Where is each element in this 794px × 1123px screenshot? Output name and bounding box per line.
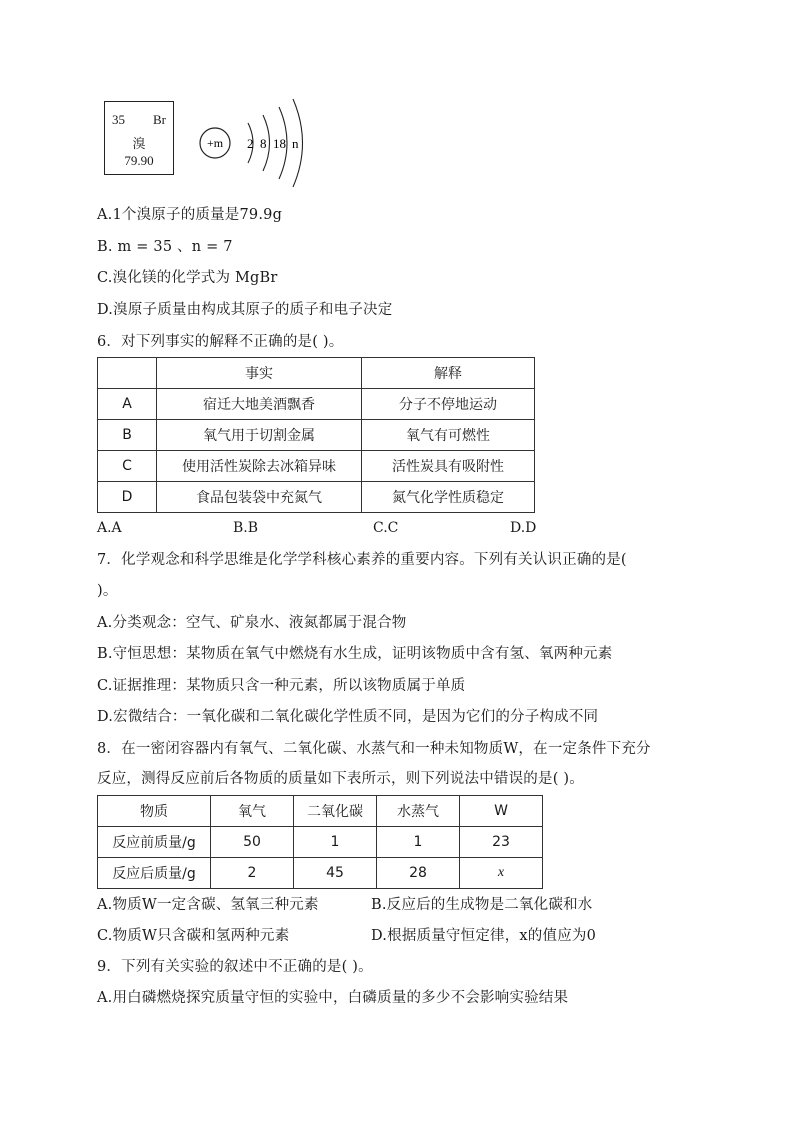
table-cell: 解释 [362,358,535,389]
q5-option-d: D.溴原子质量由构成其原子的质子和电子决定 [97,302,393,318]
table-cell: 物质 [98,796,211,827]
q7-stem-line1: 7．化学观念和科学思维是化学学科核心素养的重要内容。下列有关认识正确的是( [97,552,627,568]
q5-option-b: B. m = 35 、n = 7 [97,239,233,255]
q8-stem-line2: 反应，测得反应前后各物质的质量如下表所示，则下列说法中错误的是( )。 [97,771,584,787]
table-cell: 使用活性炭除去冰箱异味 [157,451,362,482]
table-row [98,451,535,482]
table-cell: 食品包装袋中充氮气 [157,482,362,513]
table-cell: 活性炭具有吸附性 [362,451,535,482]
q7-option-a: A.分类观念：空气、矿泉水、液氮都属于混合物 [97,615,407,631]
q6-option-a: A.A [97,520,122,536]
q8-option-a: A.物质W一定含碳、氢氧三种元素 [97,897,319,913]
table-cell: 45 [294,858,377,889]
q9-stem: 9．下列有关实验的叙述中不正确的是( )。 [97,959,373,975]
element-symbol: Br [153,112,166,127]
table-cell: A [98,389,157,420]
table-cell: 28 [377,858,460,889]
q8-table [97,795,543,889]
element-name: 溴 [132,137,146,152]
q8-option-c: C.物质W只含碳和氢两种元素 [97,928,290,944]
table-cell: 氧气 [211,796,294,827]
table-cell: 氧气用于切割金属 [157,420,362,451]
q6-option-c: C.C [373,520,399,536]
table-header-row [98,358,535,389]
table-cell: 23 [460,827,543,858]
atomic-number: 35 [112,112,125,127]
table-row [98,858,543,889]
table-cell: 反应后质量/g [98,858,211,889]
table-cell: 水蒸气 [377,796,460,827]
q6-stem: 6．对下列事实的解释不正确的是( )。 [97,334,344,350]
table-cell: 50 [211,827,294,858]
table-cell: D [98,482,157,513]
q6-option-d: D.D [510,520,537,536]
element-card [104,101,174,175]
table-cell: 分子不停地运动 [362,389,535,420]
q7-stem-line2: )。 [97,583,118,599]
table-row [98,482,535,513]
table-cell: 氮气化学性质稳定 [362,482,535,513]
q7-option-b: B.守恒思想：某物质在氧气中燃烧有水生成，证明该物质中含有氢、氧两种元素 [97,646,613,662]
q5-option-a: A.1个溴原子的质量是79.9g [97,207,283,223]
shell-count-3: 18 [273,136,286,151]
q6-option-b: B.B [233,520,259,536]
table-cell [98,358,157,389]
table-cell: C [98,451,157,482]
table-header-row [98,796,543,827]
table-cell: 1 [294,827,377,858]
q6-table [97,357,535,513]
table-cell: 事实 [157,358,362,389]
q6-options [97,520,557,538]
nucleus-label: +m [206,136,224,150]
table-row [98,420,535,451]
shell-count-4: n [292,136,299,151]
table-cell: 二氧化碳 [294,796,377,827]
table-cell: 1 [377,827,460,858]
table-cell: 宿迁大地美酒飘香 [157,389,362,420]
table-cell: B [98,420,157,451]
q9-option-a: A.用白磷燃烧探究质量守恒的实验中，白磷质量的多少不会影响实验结果 [97,990,569,1006]
q8-stem-line1: 8．在一密闭容器内有氧气、二氧化碳、水蒸气和一种未知物质W，在一定条件下充分 [97,741,651,757]
table-cell: 2 [211,858,294,889]
q7-option-d: D.宏微结合：一氧化碳和二氧化碳化学性质不同，是因为它们的分子构成不同 [97,709,599,725]
table-cell: 氧气有可燃性 [362,420,535,451]
table-cell: x [460,858,543,889]
shell-count-1: 2 [247,136,254,151]
q7-option-c: C.证据推理：某物质只含一种元素，所以该物质属于单质 [97,678,466,694]
table-row [98,389,535,420]
table-cell: W [460,796,543,827]
atomic-mass: 79.90 [124,153,154,168]
q8-option-d: D.根据质量守恒定律，x的值应为0 [371,928,597,944]
table-cell: 反应前质量/g [98,827,211,858]
shell-count-2: 8 [260,136,267,151]
table-row [98,827,543,858]
q8-option-b: B.反应后的生成物是二氧化碳和水 [371,897,593,913]
q5-option-c: C.溴化镁的化学式为 MgBr [97,270,278,286]
atom-structure-diagram [196,95,316,190]
